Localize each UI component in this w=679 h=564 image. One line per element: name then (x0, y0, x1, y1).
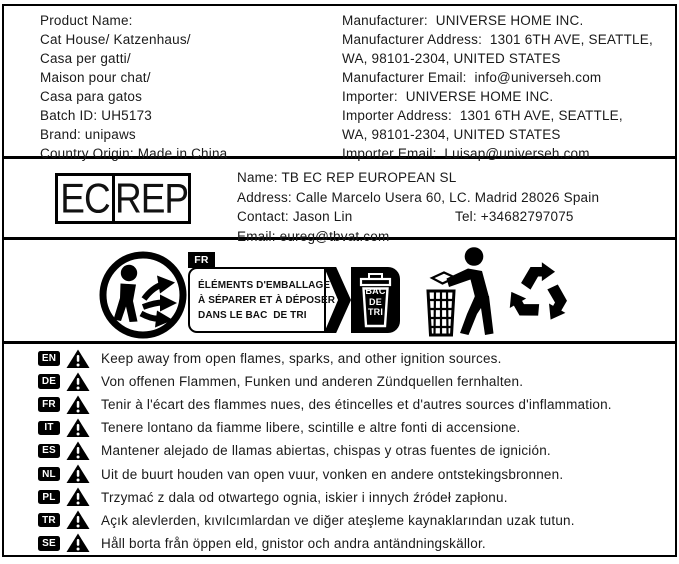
bin-label-line-1: BAC (365, 286, 386, 296)
ec-rep-contact-line (237, 207, 599, 227)
importer-email: Importer Email: Luisap@universeh.com (342, 146, 590, 161)
lang-badge-de: DE (38, 374, 60, 389)
lang-badge-nl: NL (38, 467, 60, 482)
section-ec-rep (4, 159, 675, 244)
ec-rep-tel: Tel: +34682797075 (455, 209, 574, 224)
section-recycling-icons (4, 240, 675, 344)
product-name-label: Product Name: (40, 13, 133, 28)
bin-label-line-3: TRI (367, 307, 384, 317)
warning-row-tr (4, 509, 675, 532)
warning-triangle-icon (66, 464, 90, 484)
manufacturer-email: Manufacturer Email: info@universeh.com (342, 70, 602, 85)
warning-triangle-icon (66, 487, 90, 507)
warning-row-fr (4, 393, 675, 416)
warning-triangle-icon (66, 510, 90, 530)
sorting-banner-line-2: À SÉPARER ET À DÉPOSER (198, 295, 336, 306)
lang-badge-en: EN (38, 351, 60, 366)
lang-badge-es: ES (38, 444, 60, 459)
warning-row-nl (4, 462, 675, 485)
warning-text-tr: Açık alevlerden, kıvılcımlardan ve diğer ateşleme kaynaklarından uzak tutun. (101, 512, 575, 528)
warning-row-en (4, 347, 675, 370)
warning-text-se: Håll borta från öppen eld, gnistor och andra antändningskällor. (101, 535, 486, 551)
warning-triangle-icon (66, 372, 90, 392)
brand: Brand: unipaws (40, 127, 136, 142)
lang-badge-pl: PL (38, 490, 60, 505)
tidy-man-icon (423, 246, 497, 338)
warning-text-it: Tenere lontano da fiamme libere, scintille e altre fonti di accensione. (101, 420, 521, 436)
product-name-en-de: Cat House/ Katzenhaus/ (40, 32, 191, 47)
warning-text-pl: Trzymać z dala od otwartego ognia, iskier i innych źródeł zapłonu. (101, 489, 508, 505)
warning-text-fr: Tenir à l'écart des flammes nues, des étincelles et d'autres sources d'inflammation. (101, 397, 612, 413)
warning-text-nl: Uit de buurt houden van open vuur, vonken en andere ontstekingsbronnen. (101, 466, 564, 482)
importer-name: Importer: UNIVERSE HOME INC. (342, 89, 554, 104)
ec-rep-symbol-ec: EC (60, 174, 110, 221)
lang-badge-fr: FR (38, 397, 60, 412)
manufacturer-info-block (342, 11, 653, 163)
sorting-banner-text-box (188, 267, 336, 333)
warning-triangle-icon (66, 418, 90, 438)
importer-address-2: WA, 98101-2304, UNITED STATES (342, 127, 561, 142)
sorting-banner-line-3: DANS LE BAC DE TRI (198, 310, 307, 321)
importer-address-1: Importer Address: 1301 6TH AVE, SEATTLE, (342, 108, 623, 123)
country-origin: Country Origin: Made in China (40, 146, 228, 161)
bin-label (351, 286, 400, 318)
warning-row-es (4, 439, 675, 462)
warning-triangle-icon (66, 349, 90, 369)
warning-row-se (4, 532, 675, 555)
lang-badge-it: IT (38, 421, 60, 436)
warning-row-de (4, 370, 675, 393)
ec-rep-email: Email: eureg@tbvat.com (237, 228, 390, 244)
product-name-es: Casa para gatos (40, 89, 143, 104)
product-name-fr: Maison pour chat/ (40, 70, 151, 85)
manufacturer-name: Manufacturer: UNIVERSE HOME INC. (342, 13, 584, 28)
warning-row-pl (4, 486, 675, 509)
warning-text-de: Von offenen Flammen, Funken und anderen Zündquellen fernhalten. (101, 374, 524, 390)
bin-label-line-2: DE (369, 296, 382, 307)
label-frame (2, 4, 677, 557)
batch-id: Batch ID: UH5173 (40, 108, 153, 123)
ec-rep-name: Name: TB EC REP EUROPEAN SL (237, 170, 457, 185)
triman-icon (98, 250, 190, 340)
manufacturer-address-2: WA, 98101-2304, UNITED STATES (342, 51, 561, 66)
ec-rep-symbol (55, 173, 191, 224)
recycle-icon (505, 254, 573, 331)
ec-rep-address: Address: Calle Marcelo Usera 60, LC. Madrid 28026 Spain (237, 189, 600, 205)
ec-rep-details (237, 168, 599, 246)
warning-triangle-icon (66, 533, 90, 553)
sorting-banner-line-1: ÉLÉMENTS D'EMBALLAGE (198, 280, 331, 291)
section-product-info (4, 6, 675, 159)
ec-rep-symbol-rep: REP (112, 173, 188, 223)
warning-row-it (4, 416, 675, 439)
warning-triangle-icon (66, 395, 90, 415)
product-info-block (40, 11, 227, 163)
manufacturer-address-1: Manufacturer Address: 1301 6TH AVE, SEATTLE, (342, 32, 653, 47)
lang-badge-se: SE (38, 536, 60, 551)
sorting-banner (188, 267, 400, 333)
warning-triangle-icon (66, 441, 90, 461)
product-name-it: Casa per gatti/ (40, 51, 131, 66)
section-warnings (4, 344, 675, 556)
fr-country-tag: FR (188, 252, 215, 268)
sorting-bin-block (351, 267, 400, 333)
lang-badge-tr: TR (38, 513, 60, 528)
warning-text-en: Keep away from open flames, sparks, and other ignition sources. (101, 351, 502, 367)
warning-text-es: Mantener alejado de llamas abiertas, chispas y otras fuentes de ignición. (101, 443, 551, 459)
ec-rep-contact: Contact: Jason Lin (237, 209, 353, 224)
